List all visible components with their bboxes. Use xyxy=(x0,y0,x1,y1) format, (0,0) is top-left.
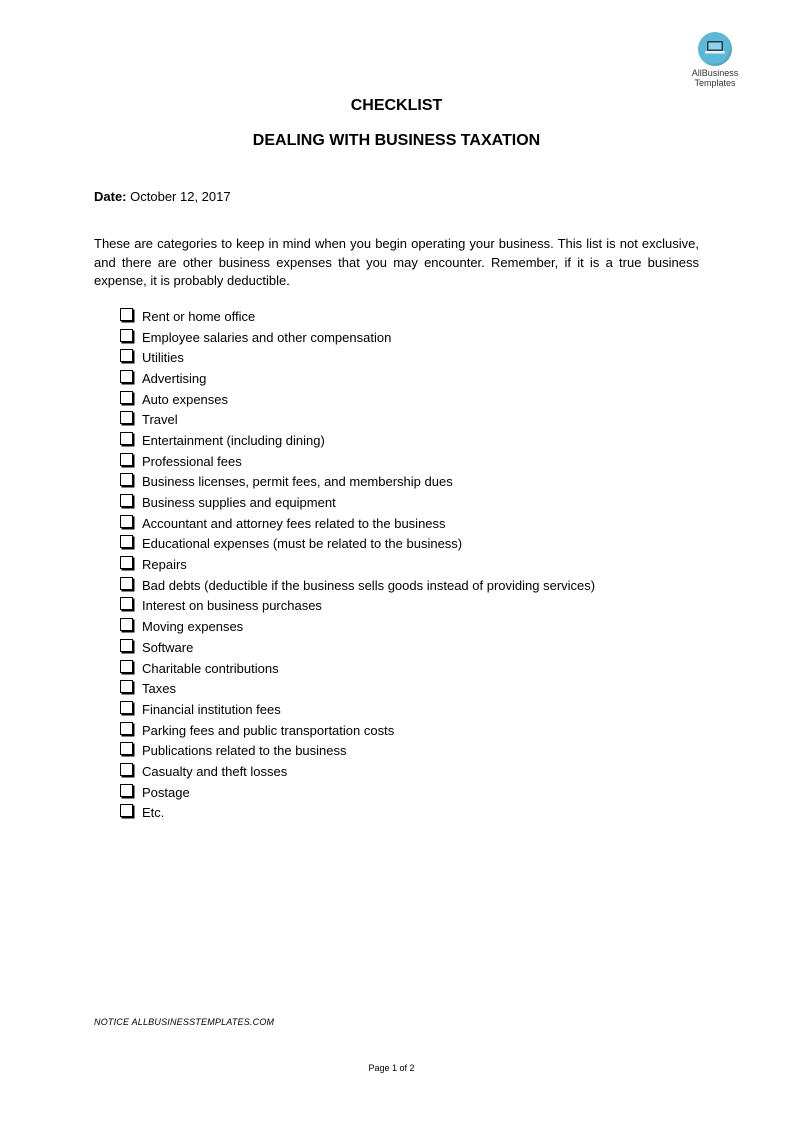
footer-notice: NOTICE ALLBUSINESSTEMPLATES.COM xyxy=(94,1017,275,1027)
document-subtitle: DEALING WITH BUSINESS TAXATION xyxy=(252,132,541,149)
checklist-item-label: Postage xyxy=(142,784,190,800)
checklist-item xyxy=(120,554,595,575)
checklist-item xyxy=(120,761,595,782)
checklist-item-label: Business licenses, permit fees, and membership dues xyxy=(142,474,453,490)
checklist-item xyxy=(120,368,595,389)
checklist-item xyxy=(120,472,595,493)
checklist-item-label: Entertainment (including dining) xyxy=(142,432,325,448)
checklist-item-label: Employee salaries and other compensation xyxy=(142,329,392,345)
checklist-item-label: Travel xyxy=(142,412,178,428)
checklist-item xyxy=(120,575,595,596)
checklist-item-label: Casualty and theft losses xyxy=(142,763,288,779)
date-label: Date: xyxy=(94,189,127,204)
checklist-item xyxy=(120,616,595,637)
checkbox-icon[interactable] xyxy=(120,680,133,693)
checklist-item xyxy=(120,347,595,368)
checkbox-icon[interactable] xyxy=(120,411,133,424)
checkbox-icon[interactable] xyxy=(120,391,133,404)
checklist-item xyxy=(120,306,595,327)
checkbox-icon[interactable] xyxy=(120,763,133,776)
checklist-item xyxy=(120,720,595,741)
checklist-item-label: Rent or home office xyxy=(142,308,256,324)
checklist-item xyxy=(120,389,595,410)
checklist-item xyxy=(120,699,595,720)
checkbox-icon[interactable] xyxy=(120,577,133,590)
checkbox-icon[interactable] xyxy=(120,473,133,486)
checkbox-icon[interactable] xyxy=(120,329,133,342)
checkbox-icon[interactable] xyxy=(120,308,133,321)
checklist-item xyxy=(120,782,595,803)
checkbox-icon[interactable] xyxy=(120,370,133,383)
logo-line-2: Templates xyxy=(694,78,736,88)
checklist-item-label: Repairs xyxy=(142,557,187,573)
checkbox-icon[interactable] xyxy=(120,639,133,652)
checklist-item-label: Bad debts (deductible if the business sells goods instead of providing services) xyxy=(142,577,596,593)
checkbox-icon[interactable] xyxy=(120,535,133,548)
checkbox-icon[interactable] xyxy=(120,597,133,610)
checklist-item xyxy=(120,409,595,430)
checkbox-icon[interactable] xyxy=(120,701,133,714)
laptop-icon xyxy=(698,32,732,66)
checkbox-icon[interactable] xyxy=(120,432,133,445)
checkbox-icon[interactable] xyxy=(120,804,133,817)
checklist-item-label: Moving expenses xyxy=(142,619,244,635)
checklist-item xyxy=(120,658,595,679)
date-line xyxy=(94,189,231,204)
brand-logo xyxy=(680,32,750,88)
checklist-item xyxy=(120,451,595,472)
page-number: Page 1 of 2 xyxy=(368,1063,415,1073)
checklist-item-label: Professional fees xyxy=(142,453,242,469)
checklist-item xyxy=(120,430,595,451)
checklist-item-label: Software xyxy=(142,639,194,655)
checkbox-icon[interactable] xyxy=(120,742,133,755)
checklist-item-label: Financial institution fees xyxy=(142,701,281,717)
checklist-item-label: Advertising xyxy=(142,370,207,386)
logo-text xyxy=(680,68,750,88)
checklist-item-label: Interest on business purchases xyxy=(142,598,322,614)
date-value: October 12, 2017 xyxy=(130,189,231,204)
checkbox-icon[interactable] xyxy=(120,494,133,507)
checklist-item xyxy=(120,492,595,513)
checkbox-icon[interactable] xyxy=(120,556,133,569)
checklist-item xyxy=(120,637,595,658)
checklist-item xyxy=(120,534,595,555)
checklist-item xyxy=(120,513,595,534)
logo-line-1: AllBusiness xyxy=(691,68,739,78)
document-title: CHECKLIST xyxy=(350,97,443,114)
checklist-item xyxy=(120,803,595,824)
checklist-item-label: Auto expenses xyxy=(142,391,229,407)
checklist-item xyxy=(120,678,595,699)
checkbox-icon[interactable] xyxy=(120,515,133,528)
checkbox-icon[interactable] xyxy=(120,660,133,673)
checklist-item-label: Publications related to the business xyxy=(142,743,347,759)
checklist-item-label: Educational expenses (must be related to the business) xyxy=(142,536,463,552)
checklist-item xyxy=(120,740,595,761)
checklist-item-label: Business supplies and equipment xyxy=(142,495,336,511)
intro-paragraph: These are categories to keep in mind when you begin operating your business. This list is not exclusive, and there are other business expenses that you may encounter. Remember, if it is a true business expense, it is probably deductible. xyxy=(94,236,699,288)
checklist-item-label: Parking fees and public transportation costs xyxy=(142,722,395,738)
checklist-item xyxy=(120,596,595,617)
checklist-item-label: Etc. xyxy=(142,805,165,821)
checklist-item-label: Accountant and attorney fees related to the business xyxy=(142,515,446,531)
expense-checklist xyxy=(120,306,595,823)
checkbox-icon[interactable] xyxy=(120,784,133,797)
checklist-item xyxy=(120,327,595,348)
checkbox-icon[interactable] xyxy=(120,349,133,362)
checkbox-icon[interactable] xyxy=(120,618,133,631)
checkbox-icon[interactable] xyxy=(120,722,133,735)
checklist-item-label: Charitable contributions xyxy=(142,660,279,676)
checklist-item-label: Taxes xyxy=(142,681,176,697)
checklist-item-label: Utilities xyxy=(142,350,184,366)
checkbox-icon[interactable] xyxy=(120,453,133,466)
